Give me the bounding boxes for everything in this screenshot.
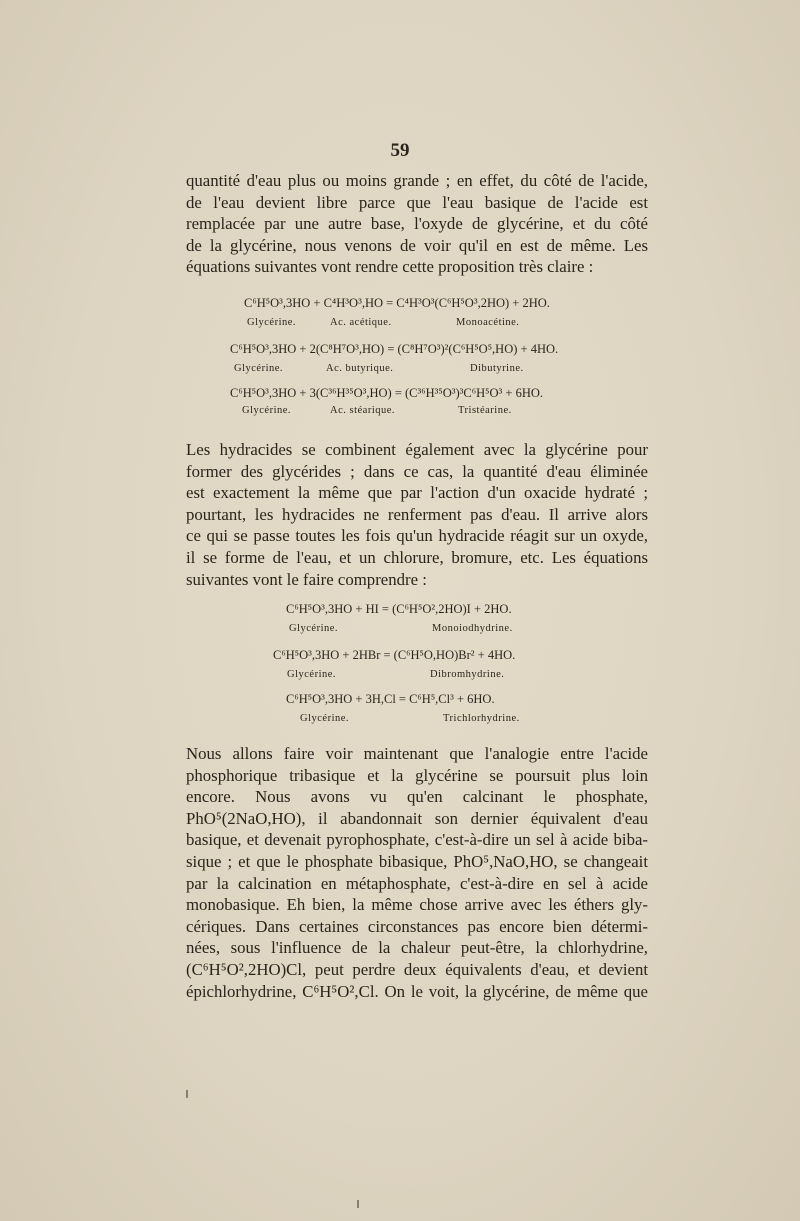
text-line: (C⁶H⁵O²,2HO)Cl, peut perdre deux équivalents d'eau, et devient (186, 959, 648, 979)
text-line: PhO⁵(2NaO,HO), il abandonnait son dernier équivalent d'eau (186, 808, 648, 828)
equation-label: Dibromhydrine. (430, 669, 505, 680)
equation-label: Ac. stéarique. (330, 405, 396, 416)
text-line: de l'eau devient libre parce que l'eau basique de l'acide est (186, 192, 648, 212)
text-line: basique, et devenait pyrophosphate, c'est-à-dire un sel à acide biba- (186, 830, 648, 850)
equation-label: Glycérine. (300, 713, 350, 724)
equation: C⁶H⁵O³,3HO + 3H,Cl = C⁶H⁵,Cl³ + 6HO. (286, 692, 495, 706)
text-line: est exactement la même que par l'action d'un oxacide hydraté ; (186, 483, 648, 503)
text-line: de la glycérine, nous venons de voir qu'il en est de même. Les (186, 235, 648, 255)
text-line: équations suivantes vont rendre cette proposition très claire : (186, 257, 594, 277)
text-line: suivantes vont le faire comprendre : (186, 569, 427, 589)
text-line: par la calcination en métaphosphate, c'est-à-dire en sel à acide (186, 873, 648, 893)
text-line: Les hydracides se combinent également avec la glycérine pour (186, 440, 648, 459)
text-line: quantité d'eau plus ou moins grande ; en effet, du côté de l'acide, (186, 171, 648, 190)
equation-label: Glycérine. (247, 317, 297, 328)
paper-speck (186, 1090, 188, 1098)
text-line: épichlorhydrine, C⁶H⁵O²,Cl. On le voit, la glycérine, de même que (186, 981, 648, 1001)
text-line: monobasique. Eh bien, la même chose arrive avec les éthers gly- (186, 895, 648, 915)
text-line: former des glycérides ; dans ce cas, la quantité d'eau éliminée (186, 461, 648, 481)
equation: C⁶H⁵O³,3HO + 2HBr = (C⁶H⁵O,HO)Br² + 4HO. (273, 648, 516, 662)
text-line: Nous allons faire voir maintenant que l'analogie entre l'acide (186, 744, 648, 763)
text-line: encore. Nous avons vu qu'en calcinant le phosphate, (186, 787, 648, 807)
equation-label: Glycérine. (242, 405, 292, 416)
equation-label: Tristéarine. (458, 405, 512, 416)
text-line: remplacée par une autre base, l'oxyde de glycérine, et du côté (186, 214, 648, 234)
paragraph-1 (186, 170, 648, 278)
equation: C⁶H⁵O³,3HO + 2(C⁸H⁷O³,HO) = (C⁸H⁷O³)²(C⁶H⁵O⁵,HO) + 4HO. (230, 342, 559, 356)
equation-label: Ac. butyrique. (326, 363, 394, 374)
text-line: pourtant, les hydracides ne renferment pas d'eau. Il arrive alors (186, 504, 648, 524)
page-number: 59 (390, 140, 410, 161)
equation-label: Dibutyrine. (470, 363, 524, 374)
equation-label: Glycérine. (287, 669, 337, 680)
text-line: nées, sous l'influence de la chaleur peut-être, la chlorhydrine, (186, 938, 648, 958)
equation-label: Ac. acétique. (330, 317, 392, 328)
paper-speck (357, 1200, 359, 1208)
text-line: sique ; et que le phosphate bibasique, PhO⁵,NaO,HO, se changeait (186, 851, 648, 871)
text-line: il se forme de l'eau, et un chlorure, bromure, etc. Les équations (186, 547, 648, 567)
equation-label: Glycérine. (289, 623, 339, 634)
equation: C⁶H⁵O³,3HO + C⁴H³O³,HO = C⁴H³O³(C⁶H⁵O³,2HO) + 2HO. (244, 296, 550, 310)
equation: C⁶H⁵O³,3HO + 3(C³⁶H³⁵O³,HO) = (C³⁶H³⁵O³)³C⁶H⁵O³ + 6HO. (230, 386, 543, 400)
text-line: phosphorique tribasique et la glycérine se poursuit plus loin (186, 765, 648, 785)
equation: C⁶H⁵O³,3HO + HI = (C⁶H⁵O²,2HO)I + 2HO. (286, 602, 512, 616)
text-line: ce qui se passe toutes les fois qu'un hydracide réagit sur un oxyde, (186, 526, 648, 546)
paragraph-3 (186, 743, 648, 1002)
equation-label: Glycérine. (234, 363, 284, 374)
equation-label: Monoiodhydrine. (432, 623, 513, 634)
equation-label: Monoacétine. (456, 317, 520, 328)
paragraph-2 (186, 439, 648, 590)
text-line: cériques. Dans certaines circonstances pas encore bien détermi- (186, 916, 648, 936)
equation-label: Trichlorhydrine. (443, 713, 520, 724)
